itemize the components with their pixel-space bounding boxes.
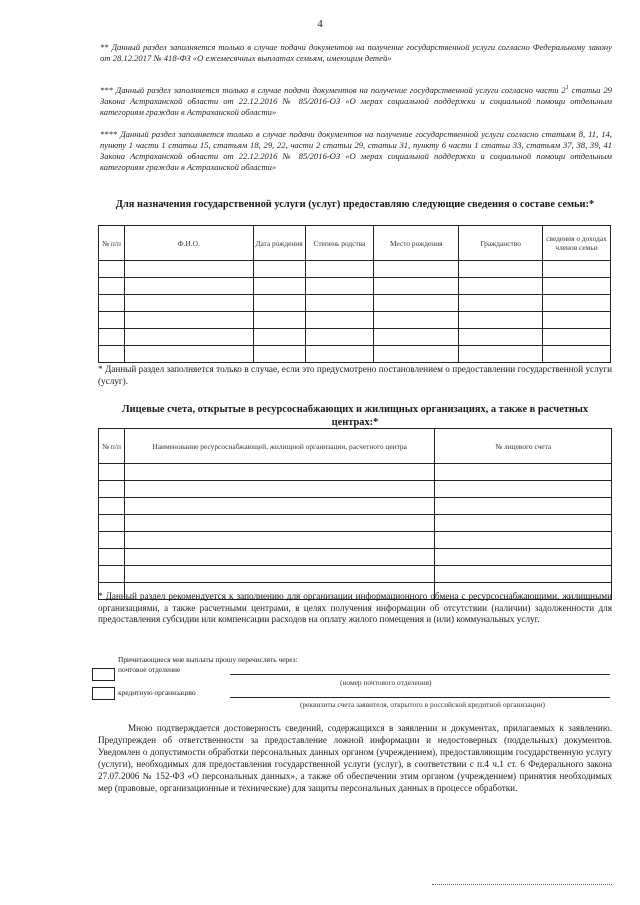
table-cell[interactable] [99,329,125,346]
table-cell[interactable] [543,329,611,346]
table-cell[interactable] [99,346,125,363]
table-cell[interactable] [374,295,459,312]
family-section-heading: Для назначения государственной услуги (услуг) предоставляю следующие сведения о составе семьи:* [115,199,595,210]
signature-line[interactable] [432,884,612,885]
table-cell[interactable] [124,498,434,515]
accounts-section-heading: Лицевые счета, открытые в ресурсоснабжающих и жилищных организациях, а также в расчетных центрах:* [121,404,589,428]
table-header-row [99,226,611,261]
accounts-table [98,428,612,600]
table-cell[interactable] [459,329,543,346]
table-cell[interactable] [99,532,125,549]
table-cell[interactable] [459,278,543,295]
table-cell[interactable] [374,312,459,329]
table-cell[interactable] [305,261,374,278]
bank-account-field[interactable] [230,697,610,698]
table-row [99,346,611,363]
footnote-mark: *** [100,85,113,95]
table-cell[interactable] [305,346,374,363]
column-header: № п/п [99,429,125,464]
footnote-federal-law [100,42,612,64]
table-cell[interactable] [124,329,253,346]
column-header: Степень родства [305,226,374,261]
table-cell[interactable] [99,498,125,515]
table-cell[interactable] [543,261,611,278]
table-row [99,532,612,549]
credit-organization-label: кредитную организацию [118,688,196,697]
table-row [99,549,612,566]
table-cell[interactable] [459,295,543,312]
table-row [99,329,611,346]
table-cell[interactable] [124,278,253,295]
family-section-note: * Данный раздел заполняется только в случае, если это предусмотрено постановлением о предоставлении государственной услуги (услуг). [98,364,612,386]
table-cell[interactable] [435,464,612,481]
table-cell[interactable] [253,346,305,363]
table-cell[interactable] [374,329,459,346]
table-cell[interactable] [435,498,612,515]
table-cell[interactable] [253,261,305,278]
table-cell[interactable] [459,312,543,329]
table-cell[interactable] [253,312,305,329]
table-cell[interactable] [99,566,125,583]
table-row [99,278,611,295]
table-cell[interactable] [99,312,125,329]
table-cell[interactable] [124,295,253,312]
footnote-text: Данный раздел заполняется только в случае подачи документов на получение государственной услуги согласно части 2 [115,85,566,95]
table-cell[interactable] [124,312,253,329]
table-cell[interactable] [305,312,374,329]
confirmation-text: Мною подтверждается достоверность сведений, содержащихся в заявлении и документах, прилагаемых к заявлению. Предупрежден об ответственности за предоставление ложной информации и недостоверных (поддельных) документов. Уведомлен о допустимости обработки персональных данных органом (учреждением), предоставляющим государственную услугу (услуги), необходимых для предоставления государственной услуги (услуг), в соответствии с п.4 ч.1 ст. 6 Федерального закона 27.07.2006 № 152-ФЗ «О персональных данных», а также об обеспечении этим органом (учреждением) принятия необходимых мер (правовые, организационные и технические) для защиты персональных данных в процессе обработки. [98,723,612,793]
footnote-regional-law-part [100,85,612,118]
footnote-regional-law-articles [100,129,612,173]
table-cell[interactable] [124,464,434,481]
table-header-row [99,429,612,464]
table-cell[interactable] [99,481,125,498]
table-cell[interactable] [124,261,253,278]
post-office-hint: (номер почтового отделения) [340,678,432,687]
table-cell[interactable] [99,464,125,481]
post-office-label: почтовое отделение [118,665,181,674]
footnote-text: Данный раздел заполняется только в случае подачи документов на получение государственной услуги согласно Федеральному закону от 28.12.2017 № 418-ФЗ «О ежемесячных выплатах семьям, имеющим детей» [100,42,612,63]
footnote-text: Данный раздел заполняется только в случае подачи документов на получение государственной услуги согласно статьям 8, 11, 14, пункту 1 части 1 статьи 15, статьям 18, 29, 22, части 2 статьи 29, статьи 31, пункту 6 части 1 статьи 33, статьям 37, 38, 39, 41 Закона Астраханской области от 22.12.2016 № 85/2016-ОЗ «О мерах социальной поддержки и социальной помощи отдельным категориям граждан в Астраханской области» [100,129,612,172]
table-cell[interactable] [99,295,125,312]
table-cell[interactable] [374,346,459,363]
table-cell[interactable] [305,295,374,312]
payment-method-title: Причитающиеся мне выплаты прошу перечислять через: [118,655,298,664]
column-header: № лицевого счета [435,429,612,464]
table-cell[interactable] [305,278,374,295]
footnote-text: статьи 29 Закона Астраханской области от 22.12.2016 № 85/2016-ОЗ «О мерах социальной поддержки и социальной помощи отдельным категориям граждан в Астраханской области» [100,85,612,117]
column-header: Гражданство [459,226,543,261]
table-cell[interactable] [435,515,612,532]
table-cell[interactable] [124,532,434,549]
table-row [99,312,611,329]
column-header: № п/п [99,226,125,261]
table-cell[interactable] [459,261,543,278]
post-office-checkbox[interactable] [92,668,115,681]
table-row [99,498,612,515]
table-cell[interactable] [305,329,374,346]
table-cell[interactable] [374,278,459,295]
family-table [98,225,611,363]
table-cell[interactable] [99,515,125,532]
table-cell[interactable] [124,566,434,583]
page-number: 4 [317,18,323,30]
table-cell[interactable] [253,295,305,312]
bank-account-hint: (реквизиты счета заявителя, открытого в российской кредитной организации) [300,700,545,709]
column-header: Дата рождения [253,226,305,261]
column-header: сведения о доходах членов семьи [543,226,611,261]
column-header: Наименование ресурсоснабжающей, жилищной организации, расчетного центра [124,429,434,464]
table-cell[interactable] [374,261,459,278]
table-cell[interactable] [435,549,612,566]
table-row [99,261,611,278]
table-cell[interactable] [253,329,305,346]
table-cell[interactable] [435,481,612,498]
table-cell[interactable] [99,549,125,566]
table-cell[interactable] [459,346,543,363]
table-cell[interactable] [435,532,612,549]
footnote-mark: ** [100,42,109,52]
table-cell[interactable] [543,278,611,295]
table-row [99,295,611,312]
accounts-section-note: * Данный раздел рекомендуется к заполнению для организации информационного обмена с ресурсоснабжающими, жилищными организациями, а также расчетными центрами, в целях получения информации об отсутствии (наличии) задолженности для предоставления субсидии или компенсации расходов на оплату жилого помещения и (или) коммунальных услуг. [98,591,612,625]
table-cell[interactable] [543,295,611,312]
credit-organization-checkbox[interactable] [92,687,115,700]
table-row [99,515,612,532]
footnote-superscript: 1 [565,85,569,92]
table-cell[interactable] [543,312,611,329]
footnote-mark: **** [100,129,118,139]
table-cell[interactable] [99,278,125,295]
table-row [99,464,612,481]
column-header: Место рождения [374,226,459,261]
table-cell[interactable] [543,346,611,363]
table-row [99,481,612,498]
table-cell[interactable] [99,261,125,278]
table-cell[interactable] [124,346,253,363]
table-cell[interactable] [124,481,434,498]
table-cell[interactable] [435,566,612,583]
table-row [99,566,612,583]
table-cell[interactable] [124,515,434,532]
table-cell[interactable] [124,549,434,566]
table-cell[interactable] [253,278,305,295]
column-header: Ф.И.О. [124,226,253,261]
post-office-number-field[interactable] [230,674,610,675]
